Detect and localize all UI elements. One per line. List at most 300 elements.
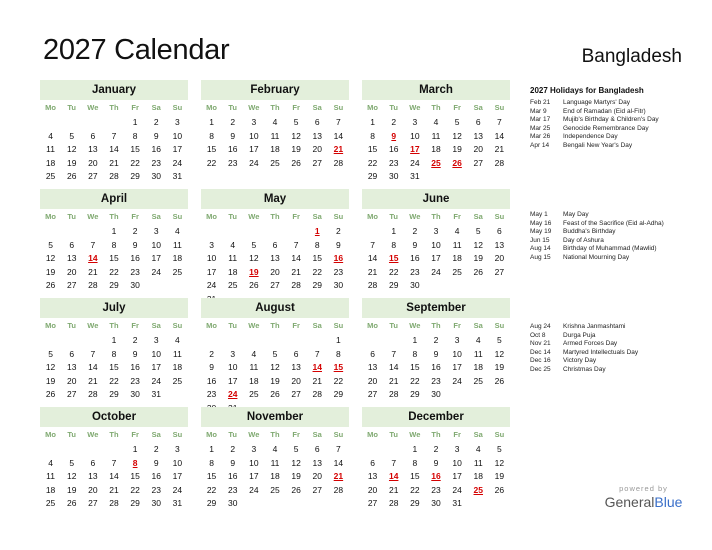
- day-cell: 11: [173, 239, 182, 250]
- week-row: [201, 252, 349, 266]
- holiday-day-cell: 21: [333, 144, 344, 154]
- weekday-label: We: [409, 212, 421, 221]
- weekday-label: Th: [109, 321, 119, 330]
- day-cell: 7: [370, 239, 375, 250]
- empty-cell: [82, 116, 103, 130]
- day-cell: 31: [172, 171, 183, 181]
- day-cell: 29: [206, 498, 217, 508]
- week-row: [362, 225, 510, 239]
- day-cell: 6: [314, 117, 320, 127]
- day-cell: 17: [452, 471, 462, 481]
- empty-cell: [362, 443, 383, 457]
- weekday-label: We: [248, 103, 260, 112]
- holiday-name: Buddha's Birthday: [563, 228, 616, 235]
- day-cell: 21: [388, 484, 399, 495]
- weekday-label: Fr: [453, 321, 461, 330]
- day-cell: 4: [475, 335, 481, 345]
- holiday-entry: [530, 245, 710, 254]
- day-cell: 21: [109, 157, 119, 168]
- day-cell: 2: [230, 117, 236, 127]
- day-cell: 3: [454, 444, 460, 454]
- week-row: [201, 361, 349, 375]
- day-cell: 11: [270, 457, 280, 468]
- holiday-date: Aug 14: [530, 245, 551, 252]
- day-cell: 13: [270, 253, 280, 263]
- holiday-date: Feb 21: [530, 99, 551, 106]
- day-cell: 1: [111, 335, 117, 345]
- weekday-label: Fr: [131, 212, 139, 221]
- day-cell: 17: [249, 471, 259, 481]
- day-cell: 7: [314, 348, 320, 359]
- day-cell: 21: [312, 375, 322, 386]
- day-cell: 31: [452, 498, 462, 508]
- day-cell: 30: [227, 498, 238, 508]
- weekday-label: Mo: [45, 103, 56, 112]
- day-cell: 8: [209, 130, 214, 141]
- day-cell: 9: [132, 239, 138, 250]
- day-cell: 22: [333, 375, 344, 386]
- day-cell: 25: [270, 484, 280, 495]
- empty-cell: [243, 225, 264, 239]
- day-cell: 17: [172, 471, 183, 481]
- week-row: [362, 266, 510, 280]
- day-cell: 3: [153, 335, 159, 345]
- day-cell: 17: [151, 362, 161, 372]
- week-row: [40, 116, 188, 130]
- holiday-entry: [530, 142, 710, 151]
- holiday-entry: [530, 228, 710, 237]
- brand-blue: Blue: [654, 494, 683, 510]
- weekday-label: Th: [109, 430, 119, 439]
- month-january: [40, 80, 188, 184]
- week-row: [40, 443, 188, 457]
- holiday-date: Jun 15: [530, 236, 550, 244]
- weekday-label: Mo: [45, 430, 56, 439]
- weekday-label: Th: [431, 430, 441, 439]
- week-row: [201, 143, 349, 157]
- day-cell: 3: [230, 348, 236, 359]
- day-cell: 13: [312, 457, 322, 468]
- day-cell: 15: [312, 253, 322, 263]
- day-cell: 28: [88, 389, 98, 399]
- day-cell: 19: [45, 266, 56, 277]
- empty-cell: [383, 443, 404, 457]
- day-cell: 3: [433, 226, 439, 236]
- empty-cell: [286, 225, 307, 239]
- holiday-date: Dec 16: [530, 357, 551, 364]
- day-cell: 23: [388, 157, 399, 168]
- day-cell: 22: [410, 484, 420, 495]
- day-cell: 10: [227, 362, 238, 372]
- week-row: [362, 348, 510, 362]
- holiday-name: Mujib's Birthday & Children's Day: [563, 116, 659, 123]
- day-cell: 15: [109, 362, 119, 372]
- holiday-date: Apr 14: [530, 141, 550, 149]
- day-cell: 6: [314, 444, 320, 454]
- day-cell: 8: [391, 239, 397, 250]
- week-row: [40, 375, 188, 389]
- day-cell: 11: [46, 144, 55, 154]
- day-cell: 10: [206, 253, 217, 263]
- week-row: [362, 443, 510, 457]
- day-cell: 8: [111, 239, 117, 250]
- day-cell: 7: [111, 130, 117, 141]
- holiday-entry: [530, 340, 710, 349]
- weekday-header: [362, 428, 510, 441]
- day-cell: 18: [473, 362, 483, 372]
- day-cell: 3: [153, 226, 159, 236]
- weekday-label: Su: [333, 430, 344, 439]
- holiday-date: Aug 24: [530, 323, 551, 330]
- weekday-label: We: [409, 430, 421, 439]
- day-cell: 21: [494, 144, 505, 154]
- day-cell: 20: [494, 253, 505, 263]
- day-cell: 7: [111, 457, 117, 468]
- empty-cell: [383, 334, 404, 348]
- day-cell: 7: [391, 348, 397, 359]
- holiday-entry: [530, 211, 710, 220]
- empty-cell: [264, 497, 285, 511]
- country-name: Bangladesh: [581, 46, 682, 67]
- day-cell: 5: [293, 117, 299, 127]
- holiday-entry: [530, 108, 710, 117]
- week-row: [40, 361, 188, 375]
- day-cell: 19: [473, 253, 483, 263]
- day-cell: 10: [249, 457, 259, 468]
- day-cell: 1: [336, 335, 341, 345]
- empty-cell: [61, 334, 82, 348]
- day-cell: 17: [206, 266, 217, 277]
- day-cell: 9: [412, 239, 418, 250]
- weekday-label: We: [87, 103, 99, 112]
- day-cell: 28: [291, 280, 301, 290]
- day-cell: 25: [473, 375, 483, 386]
- week-row: [201, 239, 349, 253]
- month-february: [201, 80, 349, 170]
- weekday-label: Tu: [228, 321, 238, 330]
- day-cell: 28: [88, 280, 98, 290]
- day-cell: 5: [293, 444, 299, 454]
- empty-cell: [40, 116, 61, 130]
- week-row: [201, 470, 349, 484]
- day-cell: 1: [370, 117, 375, 127]
- weekday-label: Fr: [453, 212, 461, 221]
- weekday-header: [201, 428, 349, 441]
- day-cell: 7: [336, 444, 341, 454]
- day-cell: 3: [454, 335, 460, 345]
- day-cell: 26: [473, 266, 483, 277]
- day-cell: 27: [312, 157, 322, 168]
- holiday-name: Durga Puja: [563, 331, 596, 339]
- weekday-label: Fr: [131, 103, 139, 112]
- weekday-label: Tu: [67, 430, 77, 439]
- day-cell: 12: [249, 253, 259, 263]
- weekday-label: Su: [494, 103, 505, 112]
- day-cell: 19: [452, 144, 462, 154]
- day-cell: 27: [473, 157, 483, 168]
- weekday-label: Sa: [312, 212, 322, 221]
- day-cell: 12: [66, 144, 77, 154]
- day-cell: 12: [291, 130, 301, 141]
- day-cell: 14: [333, 457, 344, 468]
- empty-cell: [447, 170, 468, 184]
- holiday-name: Armed Forces Day: [563, 340, 618, 347]
- week-row: [201, 484, 349, 498]
- day-cell: 5: [272, 348, 278, 359]
- day-cell: 6: [272, 239, 278, 250]
- month-title: March: [362, 80, 510, 100]
- day-cell: 24: [410, 157, 420, 168]
- day-cell: 11: [173, 348, 182, 359]
- month-title: November: [201, 407, 349, 427]
- day-cell: 19: [494, 362, 505, 372]
- day-cell: 28: [388, 389, 399, 399]
- empty-cell: [82, 334, 103, 348]
- day-cell: 5: [497, 444, 502, 454]
- holiday-name: Krishna Janmashtami: [563, 323, 626, 330]
- day-cell: 10: [151, 348, 161, 359]
- day-cell: 23: [227, 157, 238, 168]
- day-cell: 1: [412, 335, 418, 345]
- day-cell: 26: [66, 171, 77, 181]
- day-cell: 18: [45, 484, 56, 495]
- day-cell: 18: [431, 144, 441, 154]
- day-cell: 16: [431, 362, 441, 372]
- empty-cell: [286, 497, 307, 511]
- day-cell: 27: [494, 266, 505, 277]
- week-row: [362, 361, 510, 375]
- day-cell: 24: [206, 280, 217, 290]
- week-row: [201, 375, 349, 389]
- holiday-date: Mar 9: [530, 107, 547, 115]
- week-row: [201, 116, 349, 130]
- day-cell: 16: [151, 144, 161, 154]
- day-cell: 27: [88, 498, 98, 508]
- day-cell: 22: [130, 157, 140, 168]
- day-cell: 24: [431, 266, 441, 277]
- holiday-date: Dec 14: [530, 348, 551, 356]
- day-cell: 23: [227, 484, 238, 495]
- weekday-label: Tu: [67, 321, 77, 330]
- holiday-day-cell: 16: [431, 471, 441, 481]
- empty-cell: [61, 443, 82, 457]
- month-title: December: [362, 407, 510, 427]
- day-cell: 12: [494, 348, 505, 359]
- day-cell: 23: [130, 375, 140, 386]
- day-cell: 8: [370, 130, 375, 141]
- brand-logo[interactable]: [586, 494, 701, 510]
- week-row: [201, 457, 349, 471]
- day-cell: 21: [88, 375, 98, 386]
- holiday-date: Mar 25: [530, 124, 551, 132]
- empty-cell: [286, 334, 307, 348]
- weekday-header: [40, 101, 188, 114]
- week-row: [362, 334, 510, 348]
- week-row: [201, 443, 349, 457]
- week-row: [201, 130, 349, 144]
- day-cell: 30: [410, 280, 420, 290]
- weekday-label: Sa: [312, 430, 322, 439]
- weekday-label: Fr: [292, 212, 300, 221]
- day-cell: 5: [454, 117, 460, 127]
- day-cell: 29: [130, 498, 140, 508]
- day-cell: 14: [333, 130, 344, 141]
- day-cell: 7: [90, 348, 96, 359]
- empty-cell: [447, 279, 468, 293]
- holiday-date: May 19: [530, 228, 552, 235]
- month-title: April: [40, 189, 188, 209]
- day-cell: 3: [175, 117, 180, 127]
- holiday-day-cell: 25: [431, 157, 441, 168]
- holiday-entry: [530, 332, 710, 341]
- day-cell: 16: [151, 471, 161, 481]
- week-row: [40, 143, 188, 157]
- day-cell: 20: [367, 375, 378, 386]
- day-cell: 2: [132, 226, 138, 236]
- day-cell: 28: [109, 171, 119, 181]
- day-cell: 15: [206, 144, 217, 154]
- day-cell: 7: [391, 457, 397, 468]
- day-cell: 2: [336, 226, 341, 236]
- day-cell: 9: [209, 362, 214, 372]
- day-cell: 2: [412, 226, 418, 236]
- day-cell: 13: [473, 130, 483, 141]
- day-cell: 2: [153, 444, 159, 454]
- day-cell: 15: [109, 253, 119, 263]
- weekday-label: Su: [333, 212, 344, 221]
- day-cell: 6: [370, 457, 375, 468]
- weekday-label: Tu: [389, 430, 399, 439]
- day-cell: 20: [312, 471, 322, 481]
- day-cell: 1: [209, 117, 214, 127]
- day-cell: 24: [172, 484, 183, 495]
- empty-cell: [201, 225, 222, 239]
- holiday-name: Victory Day: [563, 357, 597, 364]
- day-cell: 22: [367, 157, 378, 168]
- day-cell: 27: [367, 389, 378, 399]
- holiday-entry: [530, 220, 710, 229]
- holiday-date: Mar 26: [530, 133, 551, 140]
- weekday-label: Sa: [151, 103, 161, 112]
- brand-general: General: [604, 494, 655, 510]
- month-december: [362, 407, 510, 511]
- day-cell: 11: [46, 471, 55, 481]
- day-cell: 11: [270, 130, 280, 141]
- day-cell: 24: [151, 266, 161, 277]
- month-title: August: [201, 298, 349, 318]
- week-row: [362, 279, 510, 293]
- day-cell: 9: [132, 348, 138, 359]
- day-cell: 27: [66, 389, 77, 399]
- day-cell: 25: [249, 389, 259, 399]
- weekday-label: Th: [109, 103, 119, 112]
- empty-cell: [362, 334, 383, 348]
- week-row: [362, 239, 510, 253]
- day-cell: 3: [412, 117, 418, 127]
- day-cell: 16: [130, 253, 140, 263]
- day-cell: 15: [206, 471, 217, 481]
- day-cell: 30: [130, 280, 140, 290]
- day-cell: 8: [209, 457, 214, 468]
- week-row: [40, 279, 188, 293]
- day-cell: 25: [172, 266, 183, 277]
- week-row: [362, 143, 510, 157]
- day-cell: 4: [48, 130, 53, 141]
- day-cell: 28: [494, 157, 505, 168]
- day-cell: 30: [388, 171, 399, 181]
- day-cell: 10: [452, 348, 462, 359]
- day-cell: 9: [433, 457, 439, 468]
- day-cell: 18: [452, 253, 462, 263]
- day-cell: 4: [175, 226, 180, 236]
- weekday-label: Sa: [473, 321, 483, 330]
- week-row: [40, 497, 188, 511]
- empty-cell: [222, 334, 243, 348]
- month-october: [40, 407, 188, 511]
- day-cell: 23: [151, 484, 161, 495]
- day-cell: 12: [66, 471, 77, 481]
- holiday-entry: [530, 99, 710, 108]
- empty-cell: [167, 279, 188, 293]
- weekday-label: Tu: [389, 321, 399, 330]
- empty-cell: [362, 225, 383, 239]
- holiday-date: Mar 17: [530, 116, 551, 123]
- day-cell: 13: [66, 362, 77, 372]
- day-cell: 18: [473, 471, 483, 481]
- day-cell: 6: [370, 348, 375, 359]
- weekday-label: Tu: [228, 103, 238, 112]
- day-cell: 21: [88, 266, 98, 277]
- day-cell: 29: [109, 389, 119, 399]
- day-cell: 1: [132, 117, 138, 127]
- holiday-day-cell: 9: [391, 130, 397, 141]
- empty-cell: [103, 443, 124, 457]
- day-cell: 6: [475, 117, 481, 127]
- day-cell: 4: [433, 117, 439, 127]
- week-row: [40, 470, 188, 484]
- day-cell: 19: [45, 375, 56, 386]
- week-row: [201, 266, 349, 280]
- weekday-label: Su: [172, 430, 183, 439]
- holiday-day-cell: 15: [388, 253, 399, 263]
- day-cell: 28: [388, 498, 399, 508]
- day-cell: 13: [88, 471, 98, 481]
- holiday-day-cell: 25: [473, 484, 483, 495]
- week-row: [201, 388, 349, 402]
- weekday-label: Tu: [67, 212, 77, 221]
- day-cell: 22: [206, 157, 217, 168]
- holiday-name: Birthday of Muhammad (Mawlid): [563, 245, 657, 252]
- day-cell: 12: [452, 130, 462, 141]
- day-cell: 15: [410, 471, 420, 481]
- month-may: [201, 189, 349, 306]
- day-cell: 18: [249, 375, 259, 386]
- day-cell: 3: [251, 444, 257, 454]
- day-cell: 25: [45, 171, 56, 181]
- day-cell: 19: [66, 484, 77, 495]
- day-cell: 4: [230, 239, 236, 250]
- holiday-entry: [530, 349, 710, 358]
- day-cell: 26: [66, 498, 77, 508]
- weekday-label: Mo: [45, 212, 56, 221]
- day-cell: 13: [494, 239, 505, 250]
- day-cell: 8: [336, 348, 341, 359]
- empty-cell: [146, 279, 167, 293]
- weekday-label: Sa: [312, 103, 322, 112]
- day-cell: 19: [291, 471, 301, 481]
- weekday-label: Su: [172, 321, 183, 330]
- empty-cell: [425, 279, 446, 293]
